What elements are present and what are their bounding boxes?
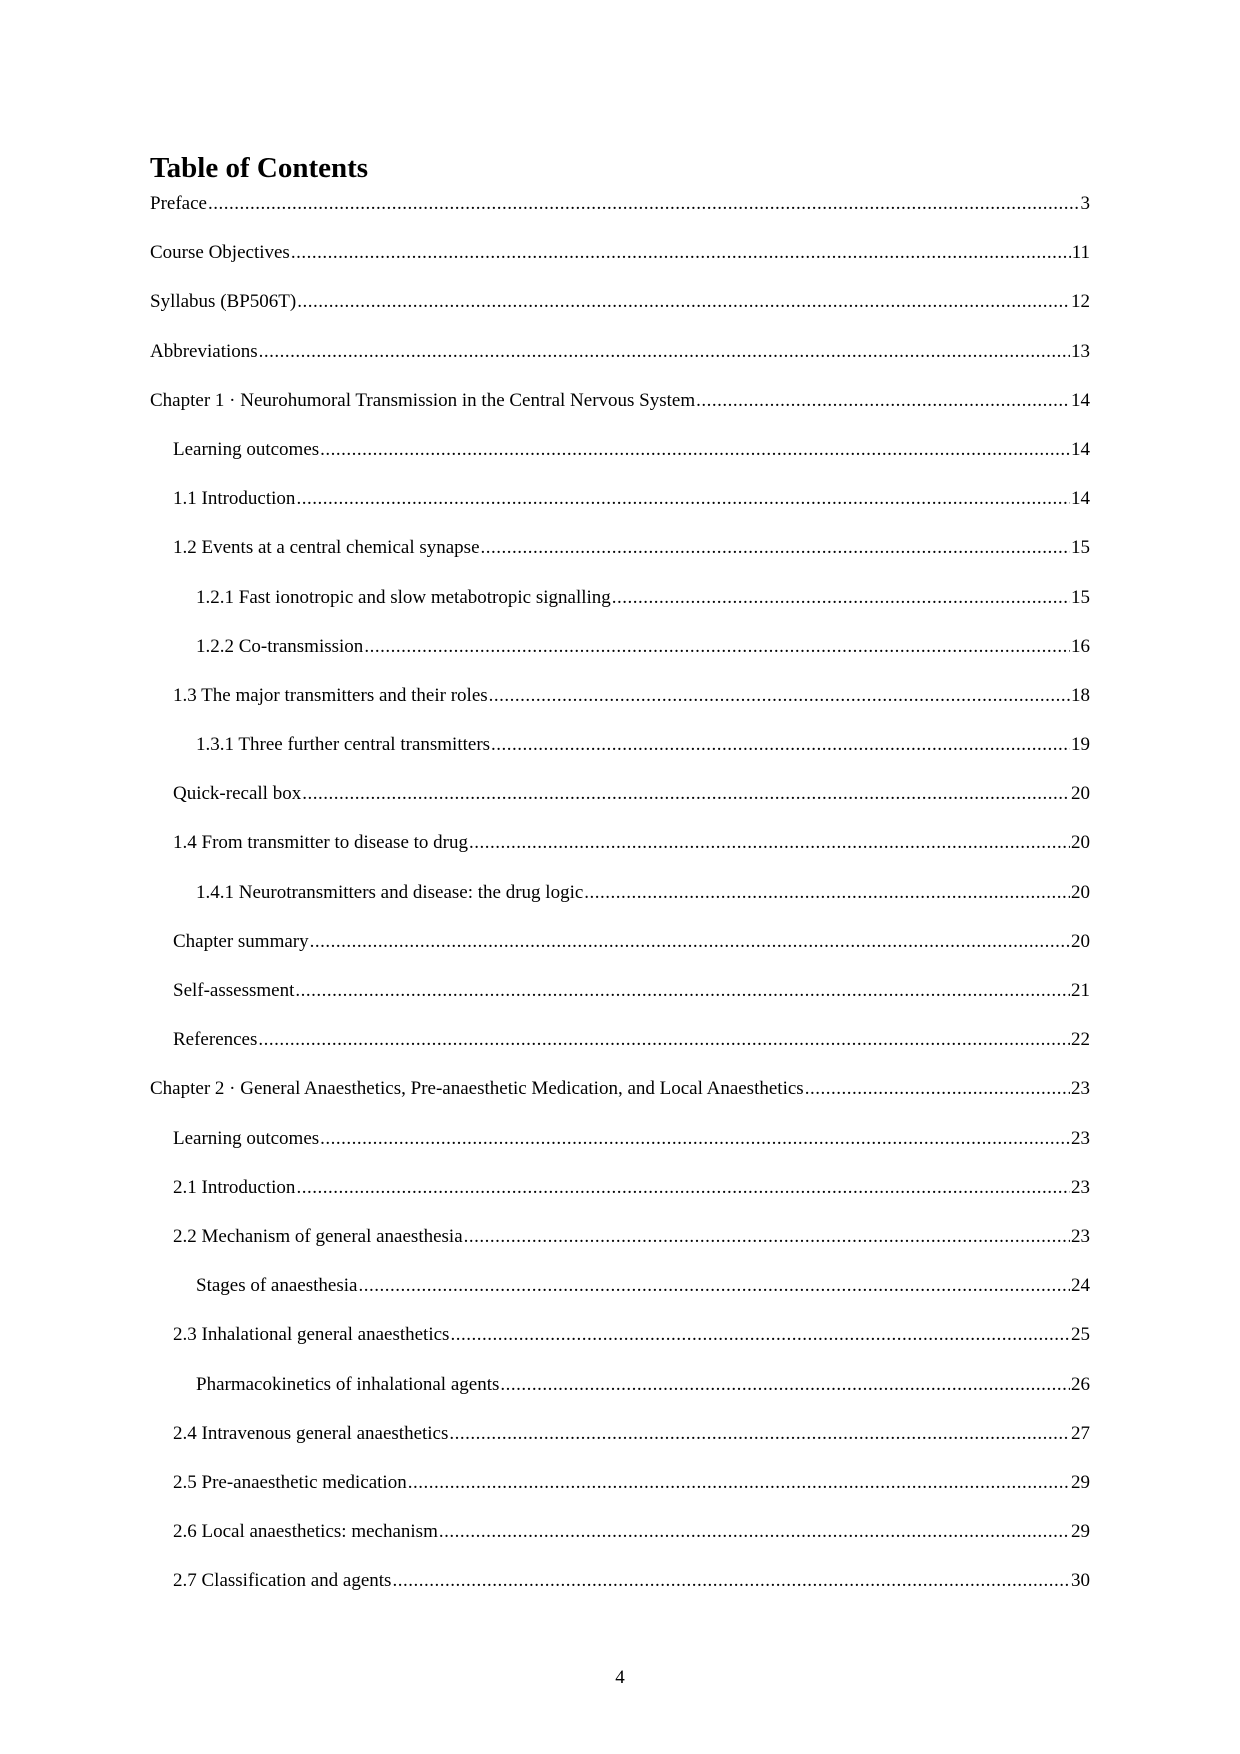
toc-entry-label: Self-assessment [173,980,295,1001]
toc-entry-label: 2.3 Inhalational general anaesthetics [173,1324,450,1346]
toc-entry[interactable] [150,1422,1090,1471]
toc-entry-page: 14 [1071,389,1090,411]
toc-entry-page: 22 [1071,1029,1090,1051]
toc-entry-label: References [173,1029,258,1051]
toc-entry-page: 20 [1071,881,1090,903]
toc-dot-leader [310,930,1070,954]
toc-dot-leader [302,782,1070,806]
toc-dot-leader [392,1569,1070,1593]
toc-entry-label: 1.4.1 Neurotransmitters and disease: the drug logic [196,881,584,903]
toc-entry-page: 23 [1071,1225,1090,1247]
toc-entry-page: 13 [1071,340,1090,362]
page-number: 4 [615,1667,625,1688]
toc-entry-label: 1.2.2 Co-transmission [196,635,364,657]
toc-entry-page: 20 [1071,783,1090,805]
toc-entry-label: 2.7 Classification and agents [173,1570,392,1592]
toc-entry-page: 19 [1071,734,1090,756]
toc-entry[interactable] [150,389,1090,438]
toc-dot-leader [612,586,1070,610]
toc-entry-page: 14 [1071,488,1090,510]
toc-entry-page: 23 [1071,1176,1090,1198]
toc-entry-label: Syllabus (BP506T) [150,291,297,313]
toc-entry-label: Course Objectives [150,242,290,264]
toc-entry-label: 2.4 Intravenous general anaesthetics [173,1422,449,1444]
toc-entry-page: 20 [1071,832,1090,854]
toc-dot-leader [291,241,1071,265]
toc-entry-page: 29 [1071,1471,1090,1493]
toc-entry-page: 12 [1071,291,1090,313]
toc-dot-leader [259,340,1070,364]
toc-entry[interactable] [150,1225,1090,1274]
toc-entry[interactable] [150,881,1090,930]
toc-entry-label: Learning outcomes [173,438,320,460]
toc-entry[interactable] [150,1077,1090,1126]
toc-entry[interactable] [150,192,1090,241]
toc-entry[interactable] [150,684,1090,733]
toc-entry-page: 24 [1071,1275,1090,1297]
toc-dot-leader [449,1422,1070,1446]
toc-entry-label: Learning outcomes [173,1127,320,1149]
toc-entry-page: 29 [1071,1521,1090,1543]
toc-entry-label: Chapter 1 · Neurohumoral Transmission in the Central Nervous System [150,389,696,411]
toc-dot-leader [696,389,1070,413]
toc-entry[interactable] [150,782,1090,831]
toc-entry-label: Abbreviations [150,340,258,362]
toc-entry[interactable] [150,438,1090,487]
toc-entry-label: 2.2 Mechanism of general anaesthesia [173,1225,463,1247]
toc-title: Table of Contents [150,152,369,184]
toc-dot-leader [489,684,1070,708]
toc-entry[interactable] [150,1028,1090,1077]
toc-entry-label: Stages of anaesthesia [196,1275,358,1297]
toc-dot-leader [296,1176,1070,1200]
toc-entry-label: 1.3 The major transmitters and their roles [173,684,488,706]
toc-entry[interactable] [150,536,1090,585]
toc-entry-page: 23 [1071,1078,1090,1100]
toc-dot-leader [584,881,1070,905]
toc-entry-page: 21 [1071,980,1090,1001]
toc-dot-leader [439,1520,1070,1544]
toc-entry[interactable] [150,635,1090,684]
toc-entry[interactable] [150,1127,1090,1176]
toc-entry-label: 2.5 Pre-anaesthetic medication [173,1471,407,1493]
toc-dot-leader [208,192,1080,216]
toc-list [150,192,1090,1618]
toc-dot-leader [258,1028,1070,1052]
toc-dot-leader [364,635,1070,659]
toc-dot-leader [297,290,1070,314]
toc-entry-label: 2.6 Local anaesthetics: mechanism [173,1521,438,1543]
toc-dot-leader [491,733,1070,757]
toc-dot-leader [295,979,1070,1003]
toc-entry-page: 26 [1071,1373,1090,1395]
toc-entry-label: Pharmacokinetics of inhalational agents [196,1373,500,1395]
toc-dot-leader [320,438,1070,462]
toc-entry[interactable] [150,340,1090,389]
toc-entry[interactable] [150,241,1090,290]
toc-dot-leader [450,1323,1070,1347]
toc-entry[interactable] [150,979,1090,1028]
toc-entry-label: 1.4 From transmitter to disease to drug [173,832,468,854]
toc-entry[interactable] [150,733,1090,782]
toc-entry[interactable] [150,487,1090,536]
toc-entry-page: 30 [1071,1570,1090,1592]
toc-entry-label: Chapter 2 · General Anaesthetics, Pre-anaesthetic Medication, and Local Anaesthetics [150,1078,804,1100]
toc-entry-label: 1.2 Events at a central chemical synapse [173,537,480,559]
toc-entry-page: 25 [1071,1324,1090,1346]
toc-entry-page: 11 [1071,242,1090,264]
toc-entry-label: Chapter summary [173,930,309,952]
toc-entry[interactable] [150,586,1090,635]
toc-dot-leader [320,1127,1070,1151]
toc-entry[interactable] [150,1176,1090,1225]
toc-entry[interactable] [150,1274,1090,1323]
toc-entry-label: Preface [150,193,207,214]
toc-entry-page: 23 [1071,1127,1090,1149]
toc-entry-page: 15 [1071,586,1090,608]
toc-entry[interactable] [150,290,1090,339]
toc-entry[interactable] [150,831,1090,880]
toc-entry[interactable] [150,1471,1090,1520]
toc-entry-label: Quick-recall box [173,783,302,805]
toc-dot-leader [500,1373,1070,1397]
toc-entry-page: 27 [1071,1422,1090,1444]
toc-entry[interactable] [150,1569,1090,1618]
toc-entry[interactable] [150,1373,1090,1422]
toc-entry-label: 1.3.1 Three further central transmitters [196,734,491,756]
toc-dot-leader [408,1471,1070,1495]
toc-entry-page: 16 [1071,635,1090,657]
toc-entry-label: 1.2.1 Fast ionotropic and slow metabotropic signalling [196,586,611,608]
toc-dot-leader [296,487,1070,511]
toc-entry-page: 20 [1071,930,1090,952]
toc-entry[interactable] [150,930,1090,979]
toc-dot-leader [805,1077,1070,1101]
toc-dot-leader [481,536,1070,560]
toc-dot-leader [464,1225,1070,1249]
toc-entry[interactable] [150,1520,1090,1569]
toc-dot-leader [358,1274,1070,1298]
toc-entry-page: 18 [1071,684,1090,706]
toc-entry-page: 3 [1080,193,1090,214]
toc-entry-label: 1.1 Introduction [173,488,296,510]
toc-dot-leader [469,831,1070,855]
toc-entry-page: 15 [1071,537,1090,559]
toc-entry-label: 2.1 Introduction [173,1176,296,1198]
toc-entry[interactable] [150,1323,1090,1372]
toc-entry-page: 14 [1071,438,1090,460]
